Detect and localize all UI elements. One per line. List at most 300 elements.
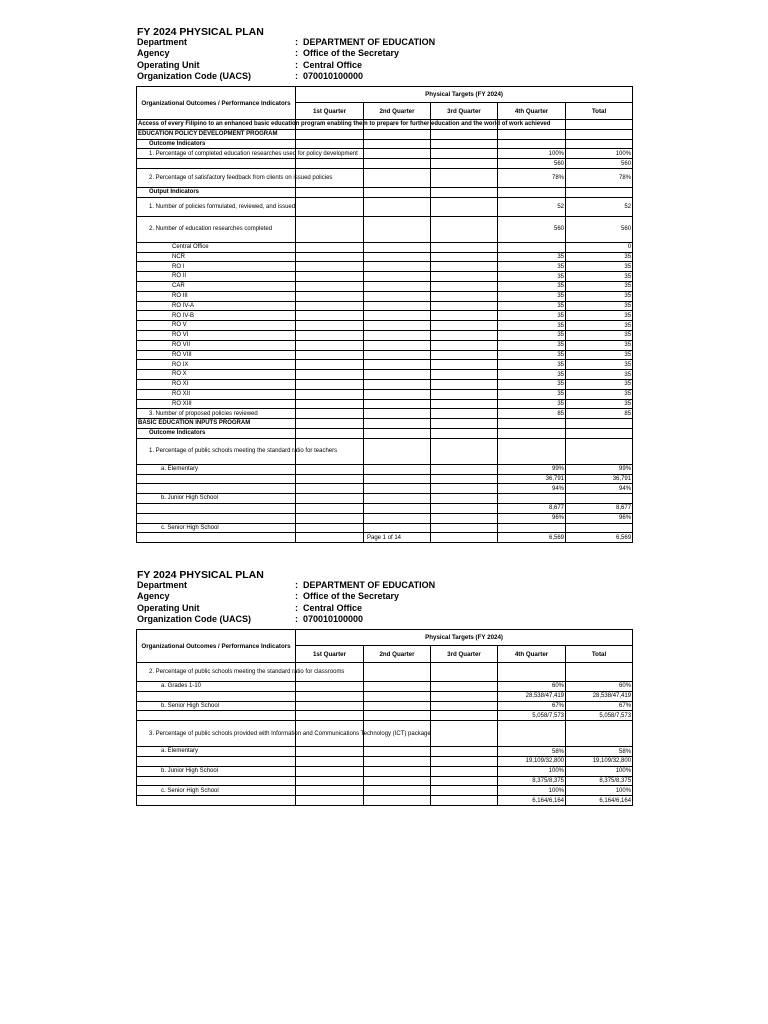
cell-q2 — [364, 330, 431, 340]
cell-q3 — [431, 291, 498, 301]
indicator-label: b. Junior High School — [161, 768, 219, 775]
header-field-org-code: Organization Code (UACS) : 070010100000 — [137, 70, 364, 81]
cell-q2 — [364, 281, 431, 291]
col-header-q2: 2nd Quarter — [364, 103, 431, 120]
cell-q4: 100% — [498, 766, 566, 776]
cell-q1 — [296, 370, 364, 380]
indicator-cell — [137, 301, 296, 311]
cell-q1 — [296, 409, 364, 419]
table-row — [137, 776, 633, 786]
indicator-label: c. Senior High School — [161, 787, 219, 794]
cell-q1 — [296, 197, 364, 216]
indicator-cell — [137, 129, 296, 139]
table-row — [137, 766, 633, 776]
cell-q2 — [364, 242, 431, 252]
indicator-label: 1. Number of policies formulated, reviewed, and issued — [149, 203, 296, 210]
table-row — [137, 252, 633, 262]
cell-q2 — [364, 149, 431, 159]
cell-total — [566, 129, 633, 139]
cell-q1 — [296, 252, 364, 262]
cell-total: 560 — [566, 159, 633, 169]
indicator-cell — [137, 428, 296, 438]
cell-q3 — [431, 711, 498, 721]
indicator-label: Central Office — [172, 244, 209, 251]
indicator-label: 1. Percentage of completed education researches used for policy development — [149, 150, 358, 157]
indicator-label: RO XII — [172, 390, 191, 397]
table-row — [137, 513, 633, 523]
cell-q1 — [296, 291, 364, 301]
cell-q1 — [296, 360, 364, 370]
indicator-cell — [137, 484, 296, 494]
cell-q3 — [431, 272, 498, 282]
cell-q2 — [364, 311, 431, 321]
cell-q1 — [296, 747, 364, 757]
cell-q4: 85 — [498, 409, 566, 419]
cell-q4: 560 — [498, 159, 566, 169]
cell-q1 — [296, 701, 364, 711]
cell-q4: 78% — [498, 168, 566, 187]
cell-q4: 94% — [498, 484, 566, 494]
cell-q4: 35 — [498, 252, 566, 262]
cell-total: 35 — [566, 360, 633, 370]
cell-q1 — [296, 272, 364, 282]
table-row — [137, 419, 633, 429]
cell-q3 — [431, 242, 498, 252]
cell-q4: 100% — [498, 786, 566, 796]
cell-q3 — [431, 197, 498, 216]
cell-q3 — [431, 428, 498, 438]
cell-q2 — [364, 663, 431, 682]
indicator-label: RO III — [172, 293, 188, 300]
cell-q2 — [364, 389, 431, 399]
indicator-cell — [137, 262, 296, 272]
cell-q2 — [364, 187, 431, 197]
table-row — [137, 321, 633, 331]
cell-total — [566, 419, 633, 429]
cell-q4 — [498, 187, 566, 197]
cell-q3 — [431, 776, 498, 786]
header-field-department: Department : DEPARTMENT OF EDUCATION — [137, 37, 436, 47]
col-header-q1: 1st Quarter — [296, 646, 364, 663]
cell-q4: 99% — [498, 464, 566, 474]
cell-q3 — [431, 513, 498, 523]
cell-q1 — [296, 242, 364, 252]
cell-q3 — [431, 747, 498, 757]
cell-total: 35 — [566, 252, 633, 262]
cell-q4: 52 — [498, 197, 566, 216]
cell-total — [566, 663, 633, 682]
indicator-label: a. Elementary — [161, 748, 199, 755]
cell-q1 — [296, 379, 364, 389]
cell-total: 58% — [566, 747, 633, 757]
header-field-org-code: Organization Code (UACS) : 070010100000 — [137, 613, 364, 624]
cell-q2 — [364, 197, 431, 216]
indicator-cell — [137, 691, 296, 701]
cell-q2 — [364, 691, 431, 701]
cell-q1 — [296, 159, 364, 169]
col-header-group: Physical Targets (FY 2024) — [296, 87, 633, 103]
indicator-label: RO IX — [172, 361, 189, 368]
cell-total: 560 — [566, 216, 633, 242]
indicator-label: Output Indicators — [149, 189, 199, 196]
cell-q1 — [296, 340, 364, 350]
table-row — [137, 149, 633, 159]
indicator-cell — [137, 242, 296, 252]
table-row — [137, 311, 633, 321]
cell-total: 94% — [566, 484, 633, 494]
cell-q4: 60% — [498, 682, 566, 692]
table-row — [137, 503, 633, 513]
indicator-cell — [137, 291, 296, 301]
cell-q3 — [431, 399, 498, 409]
indicator-cell — [137, 168, 333, 187]
cell-q1 — [296, 484, 364, 494]
cell-q1 — [296, 494, 364, 504]
cell-total: 78% — [566, 168, 633, 187]
cell-q2 — [364, 701, 431, 711]
cell-q4 — [498, 242, 566, 252]
cell-q2 — [364, 513, 431, 523]
cell-total: 35 — [566, 321, 633, 331]
col-header-q3: 3rd Quarter — [431, 646, 498, 663]
indicator-label: RO IV-B — [172, 312, 195, 319]
cell-q4 — [498, 523, 566, 533]
cell-q1 — [296, 262, 364, 272]
indicator-cell — [137, 786, 296, 796]
cell-q4: 35 — [498, 399, 566, 409]
table-row — [137, 272, 633, 282]
cell-q2 — [364, 464, 431, 474]
table-row — [137, 756, 633, 766]
cell-total — [566, 523, 633, 533]
cell-total: 35 — [566, 272, 633, 282]
cell-q2 — [364, 370, 431, 380]
indicator-cell — [137, 776, 296, 786]
indicator-label: RO IV-A — [172, 302, 195, 309]
cell-total: 35 — [566, 340, 633, 350]
cell-q3 — [431, 721, 498, 747]
indicator-cell — [137, 747, 296, 757]
cell-total — [566, 494, 633, 504]
table-row — [137, 360, 633, 370]
table-row — [137, 747, 633, 757]
cell-total: 85 — [566, 409, 633, 419]
indicator-cell — [137, 311, 296, 321]
cell-q3 — [431, 340, 498, 350]
table-row — [137, 523, 633, 533]
indicator-cell — [137, 474, 296, 484]
cell-q4 — [498, 721, 566, 747]
cell-q1 — [296, 139, 364, 149]
indicator-label: RO I — [172, 263, 185, 270]
cell-q1 — [296, 399, 364, 409]
indicator-cell — [137, 389, 296, 399]
cell-q2 — [364, 419, 431, 429]
cell-total: 35 — [566, 370, 633, 380]
table-row — [137, 399, 633, 409]
indicator-label: a. Elementary — [161, 465, 199, 472]
indicator-cell — [137, 721, 431, 747]
cell-q2 — [364, 159, 431, 169]
indicator-label: BASIC EDUCATION INPUTS PROGRAM — [138, 420, 251, 427]
page-title: FY 2024 PHYSICAL PLAN — [137, 569, 264, 581]
table-row — [137, 187, 633, 197]
cell-q2 — [364, 272, 431, 282]
cell-q1 — [296, 129, 364, 139]
table-row — [137, 484, 633, 494]
cell-total: 35 — [566, 399, 633, 409]
cell-total: 35 — [566, 311, 633, 321]
table-row — [137, 301, 633, 311]
cell-q3 — [431, 252, 498, 262]
cell-q4: 8,375/8,375 — [498, 776, 566, 786]
cell-q2 — [364, 747, 431, 757]
cell-total: 52 — [566, 197, 633, 216]
table-row — [137, 216, 633, 242]
table-row — [137, 350, 633, 360]
indicator-label: Outcome Indicators — [149, 430, 206, 437]
cell-q3 — [431, 168, 498, 187]
cell-total — [566, 721, 633, 747]
cell-q3 — [431, 330, 498, 340]
cell-q3 — [431, 464, 498, 474]
cell-q3 — [431, 321, 498, 331]
cell-q3 — [431, 216, 498, 242]
indicator-cell — [137, 321, 296, 331]
indicator-cell — [137, 494, 296, 504]
cell-q3 — [431, 474, 498, 484]
cell-q2 — [364, 776, 431, 786]
indicator-cell — [137, 197, 296, 216]
cell-q3 — [431, 756, 498, 766]
cell-q3 — [431, 149, 498, 159]
col-header-q1: 1st Quarter — [296, 103, 364, 120]
indicator-label: RO VII — [172, 342, 191, 348]
cell-q2 — [364, 474, 431, 484]
cell-total: 35 — [566, 291, 633, 301]
cell-q3 — [431, 187, 498, 197]
indicator-cell — [137, 149, 358, 159]
cell-q2 — [364, 484, 431, 494]
cell-total: 100% — [566, 149, 633, 159]
table-row — [137, 159, 633, 169]
indicator-cell — [137, 796, 296, 806]
header-field-operating-unit: Operating Unit : Central Office — [137, 59, 363, 70]
cell-q1 — [296, 711, 364, 721]
cell-q2 — [364, 360, 431, 370]
cell-q4: 35 — [498, 291, 566, 301]
cell-q2 — [364, 428, 431, 438]
cell-q1 — [296, 389, 364, 399]
indicator-cell — [137, 438, 338, 464]
physical-targets-table — [136, 86, 633, 543]
cell-q4: 35 — [498, 262, 566, 272]
indicator-cell — [137, 272, 296, 282]
cell-total — [566, 187, 633, 197]
cell-q2 — [364, 503, 431, 513]
col-header-group: Physical Targets (FY 2024) — [296, 630, 633, 646]
cell-q4: 28,538/47,419 — [498, 691, 566, 701]
cell-total: 19,109/32,800 — [566, 756, 633, 766]
indicator-label: RO X — [172, 371, 187, 378]
cell-q3 — [431, 701, 498, 711]
indicator-cell — [137, 281, 296, 291]
cell-q2 — [364, 216, 431, 242]
indicator-label: c. Senior High School — [161, 524, 219, 531]
cell-q1 — [296, 464, 364, 474]
header-fields — [137, 580, 435, 625]
indicator-label: RO II — [172, 273, 187, 280]
cell-total: 0 — [566, 242, 633, 252]
table-row — [137, 291, 633, 301]
cell-q4: 35 — [498, 360, 566, 370]
cell-q4: 35 — [498, 389, 566, 399]
table-row — [137, 701, 633, 711]
col-header-q3: 3rd Quarter — [431, 103, 498, 120]
col-header-total: Total — [566, 103, 633, 120]
table-row — [137, 262, 633, 272]
cell-q2 — [364, 139, 431, 149]
indicator-label: 2. Percentage of public schools meeting the standard ratio for classrooms — [149, 668, 345, 675]
cell-total: 35 — [566, 262, 633, 272]
cell-q3 — [431, 409, 498, 419]
table-row — [137, 139, 633, 149]
cell-q1 — [296, 187, 364, 197]
indicator-label: 1. Percentage of public schools meeting the standard ratio for teachers — [149, 448, 338, 455]
indicator-label: 2. Number of education researches completed — [149, 226, 273, 233]
indicator-cell — [137, 350, 296, 360]
table-row — [137, 197, 633, 216]
cell-q4 — [498, 494, 566, 504]
indicator-cell — [137, 379, 296, 389]
table-row — [137, 711, 633, 721]
indicator-cell — [137, 399, 296, 409]
cell-q4 — [498, 129, 566, 139]
col-header-indicators: Organizational Outcomes / Performance Indicators — [137, 630, 296, 663]
table-row — [137, 428, 633, 438]
cell-q3 — [431, 129, 498, 139]
cell-q2 — [364, 766, 431, 776]
indicator-label: RO XI — [172, 381, 189, 388]
cell-q2 — [364, 786, 431, 796]
cell-q1 — [296, 216, 364, 242]
cell-q3 — [431, 311, 498, 321]
cell-q3 — [431, 350, 498, 360]
page-title: FY 2024 PHYSICAL PLAN — [137, 26, 264, 38]
table-row — [137, 242, 633, 252]
table-row — [137, 663, 633, 682]
header-field-operating-unit: Operating Unit : Central Office — [137, 602, 363, 613]
cell-q4: 36,791 — [498, 474, 566, 484]
cell-total: 100% — [566, 786, 633, 796]
indicator-label: Outcome Indicators — [149, 140, 206, 147]
cell-q2 — [364, 438, 431, 464]
indicator-label: EDUCATION POLICY DEVELOPMENT PROGRAM — [138, 131, 278, 138]
cell-q4: 6,569 — [498, 533, 566, 543]
cell-q3 — [431, 786, 498, 796]
cell-total: 35 — [566, 301, 633, 311]
cell-q1 — [296, 474, 364, 484]
cell-total — [566, 438, 633, 464]
indicator-label: RO VI — [172, 332, 189, 339]
cell-q1 — [296, 419, 364, 429]
indicator-cell — [137, 139, 296, 149]
indicator-cell — [137, 340, 296, 350]
table-row — [137, 721, 633, 747]
indicator-cell — [137, 120, 551, 130]
table-row — [137, 330, 633, 340]
table-row — [137, 494, 633, 504]
cell-total — [566, 139, 633, 149]
cell-q3 — [431, 494, 498, 504]
cell-q1 — [296, 513, 364, 523]
cell-q1 — [296, 796, 364, 806]
cell-q1 — [296, 523, 364, 533]
cell-q4: 5,058/7,573 — [498, 711, 566, 721]
indicator-cell — [137, 187, 296, 197]
cell-q2 — [364, 321, 431, 331]
col-header-total: Total — [566, 646, 633, 663]
table-row — [137, 370, 633, 380]
cell-q4: 8,677 — [498, 503, 566, 513]
indicator-label: CAR — [172, 283, 185, 290]
indicator-label: b. Senior High School — [161, 702, 220, 709]
cell-q4: 35 — [498, 281, 566, 291]
cell-q4 — [498, 419, 566, 429]
cell-q4 — [498, 438, 566, 464]
indicator-cell — [137, 370, 296, 380]
cell-q2 — [364, 711, 431, 721]
cell-q4: 35 — [498, 311, 566, 321]
table-row — [137, 464, 633, 474]
cell-q4: 35 — [498, 330, 566, 340]
cell-q4: 35 — [498, 272, 566, 282]
table-row — [137, 474, 633, 484]
cell-total: 6,164/6,164 — [566, 796, 633, 806]
cell-q2 — [364, 291, 431, 301]
cell-q2 — [364, 129, 431, 139]
indicator-label: Access of every Filipino to an enhanced basic education program enabling them to prepare for further education and the world of work achieved — [138, 121, 551, 128]
cell-q3 — [431, 262, 498, 272]
cell-q3 — [431, 370, 498, 380]
indicator-cell — [137, 419, 296, 429]
cell-q4 — [498, 139, 566, 149]
page-number: Page 1 of 14 — [366, 535, 402, 541]
cell-q4: 19,109/32,800 — [498, 756, 566, 766]
cell-total: 35 — [566, 350, 633, 360]
cell-q2 — [364, 252, 431, 262]
cell-total: 60% — [566, 682, 633, 692]
indicator-cell — [137, 682, 296, 692]
indicator-cell — [137, 513, 296, 523]
indicator-cell — [137, 701, 296, 711]
indicator-label: RO VIII — [172, 351, 192, 358]
indicator-cell — [137, 663, 345, 682]
indicator-cell — [137, 766, 296, 776]
cell-q3 — [431, 301, 498, 311]
cell-q1 — [296, 691, 364, 701]
cell-total — [566, 120, 633, 130]
cell-q4: 67% — [498, 701, 566, 711]
cell-q1 — [296, 756, 364, 766]
table-row — [137, 281, 633, 291]
cell-q4: 100% — [498, 149, 566, 159]
cell-total: 96% — [566, 513, 633, 523]
cell-total: 28,538/47,419 — [566, 691, 633, 701]
indicator-label: 2. Percentage of satisfactory feedback from clients on issued policies — [149, 174, 333, 181]
cell-q4: 35 — [498, 301, 566, 311]
cell-q3 — [431, 379, 498, 389]
